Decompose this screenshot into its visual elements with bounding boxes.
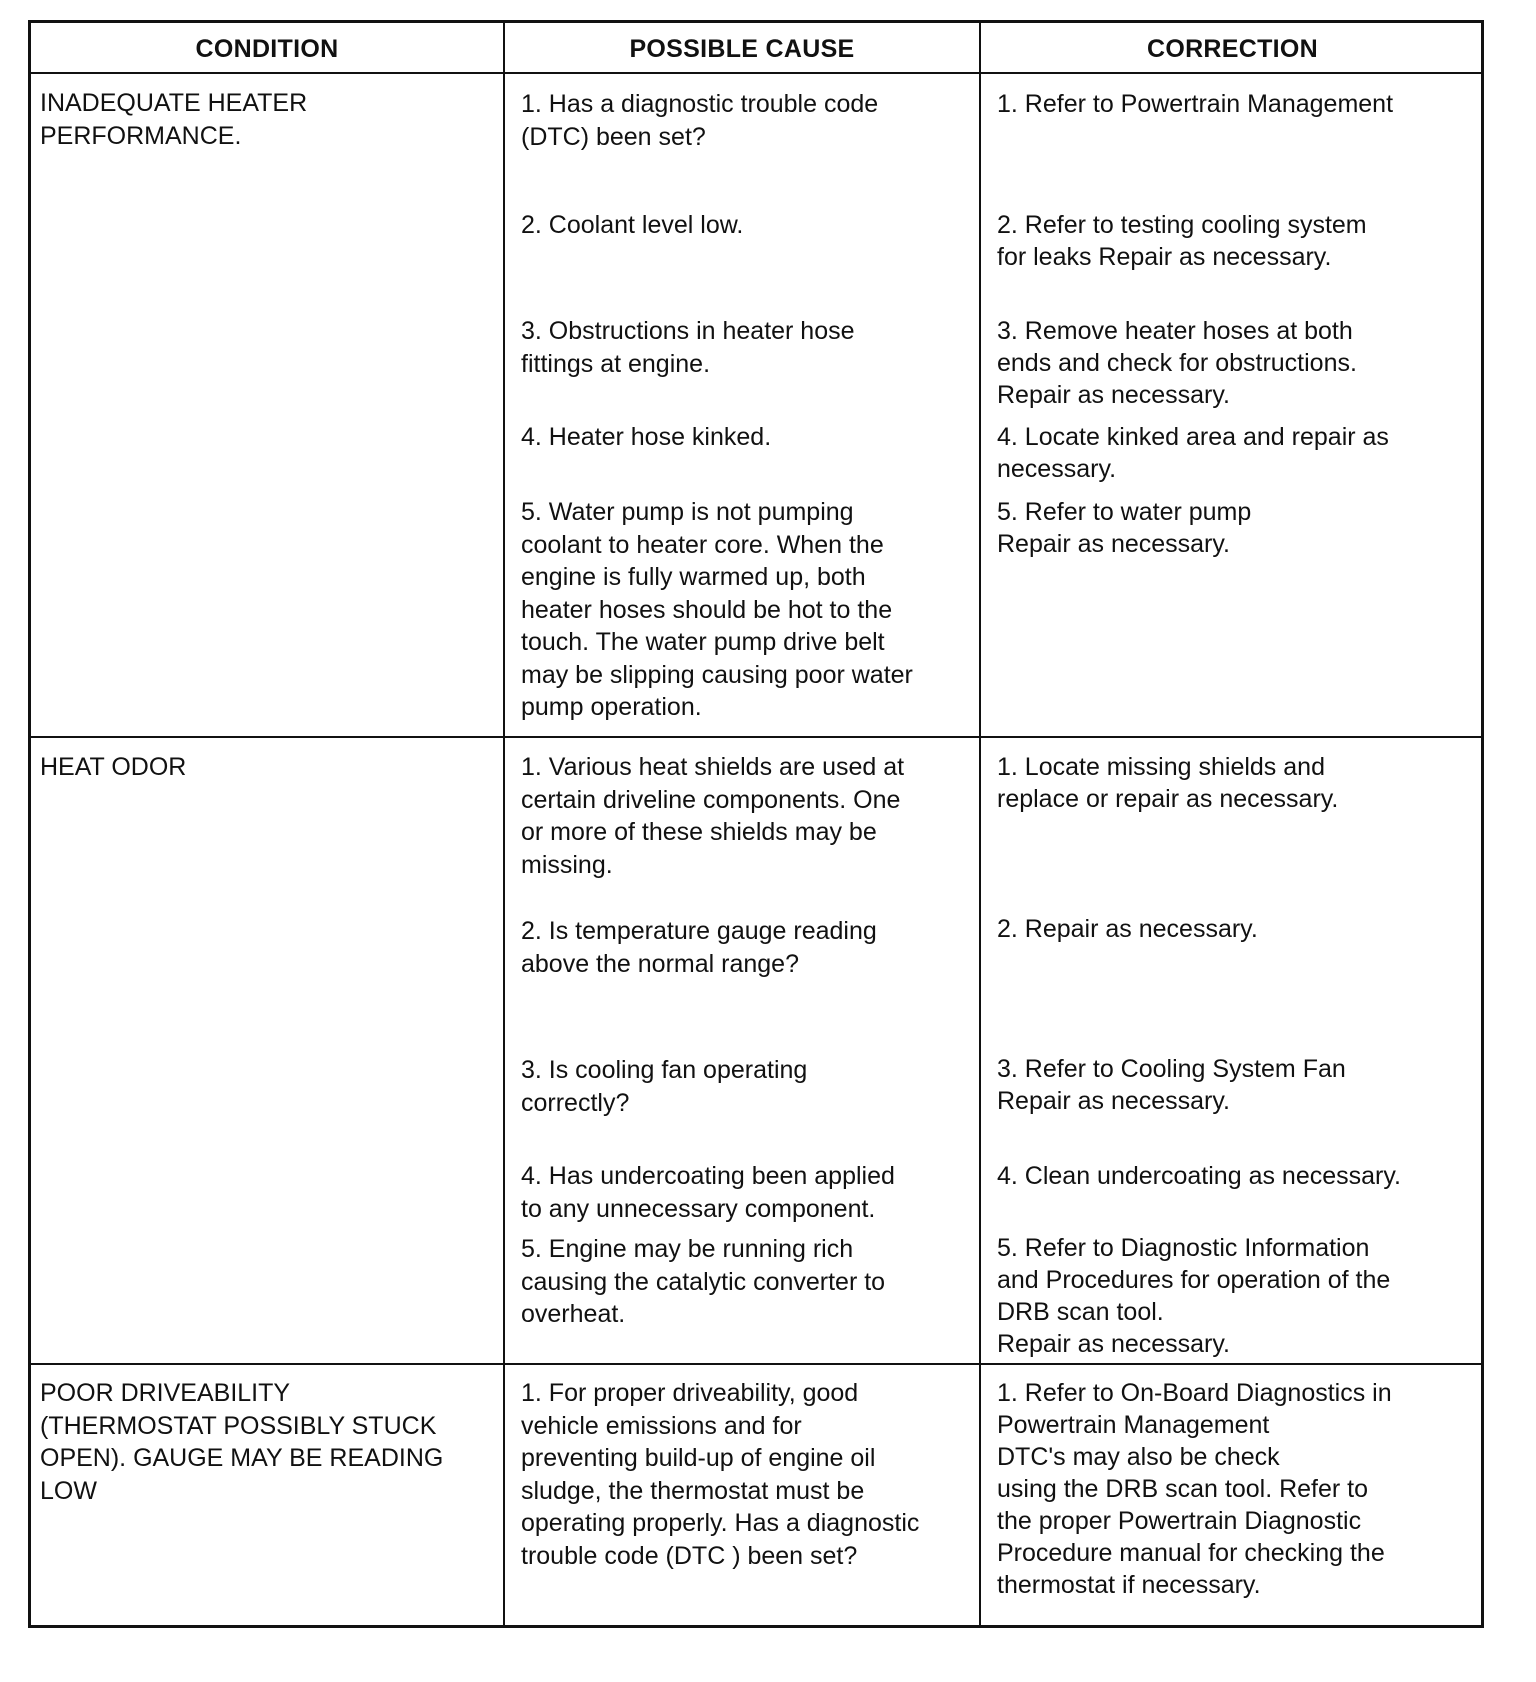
cause-1-1: 1. Has a diagnostic trouble code (DTC) been set? [521,90,879,151]
cause-1-2: 2. Coolant level low. [521,211,744,239]
correction-3-1: 1. Refer to On-Board Diagnostics in Powertrain Management DTC's may also be check using the DRB scan tool. Refer to the proper Powertrain Diagnostic Procedure manual for checking the thermostat if necessary. [997,1379,1392,1599]
cause-2-4: 4. Has undercoating been applied to any unnecessary component. [521,1162,895,1223]
cause-2-2: 2. Is temperature gauge reading above the normal range? [521,917,877,978]
header-condition: CONDITION [195,34,339,63]
cause-1-3: 3. Obstructions in heater hose fittings at engine. [521,317,855,378]
correction-2-1: 1. Locate missing shields and replace or repair as necessary. [997,753,1339,813]
correction-2-2: 2. Repair as necessary. [997,915,1258,943]
column-divider-1 [503,23,505,1625]
row-divider-1 [31,736,1481,738]
correction-1-3: 3. Remove heater hoses at both ends and check for obstructions. Repair as necessary. [997,317,1357,409]
diagnosis-table [28,20,1484,1628]
correction-2-4: 4. Clean undercoating as necessary. [997,1162,1401,1190]
correction-1-5: 5. Refer to water pump Repair as necessary. [997,498,1252,558]
correction-2-5: 5. Refer to Diagnostic Information and Procedures for operation of the DRB scan tool. Repair as necessary. [997,1234,1391,1358]
cause-1-5: 5. Water pump is not pumping coolant to heater core. When the engine is fully warmed up, both heater hoses should be hot to the touch. The water pump drive belt may be slipping causing poor water pump operation. [521,498,913,721]
cause-1-4: 4. Heater hose kinked. [521,423,772,451]
header-possible-cause: POSSIBLE CAUSE [629,34,855,63]
correction-1-4: 4. Locate kinked area and repair as necessary. [997,423,1389,483]
column-divider-2 [979,23,981,1625]
cause-3-1: 1. For proper driveability, good vehicle emissions and for preventing build-up of engine oil sludge, the thermostat must be operating properly. Has a diagnostic trouble code (DTC ) been set? [521,1379,920,1570]
cause-2-5: 5. Engine may be running rich causing the catalytic converter to overheat. [521,1235,886,1328]
correction-1-1: 1. Refer to Powertrain Management [997,90,1394,118]
condition-heat-odor: HEAT ODOR [40,753,187,781]
condition-poor-driveability: POOR DRIVEABILITY (THERMOSTAT POSSIBLY STUCK OPEN). GAUGE MAY BE READING LOW [40,1379,444,1505]
row-divider-2 [31,1363,1481,1365]
header-correction: CORRECTION [1146,34,1319,63]
correction-1-2: 2. Refer to testing cooling system for leaks Repair as necessary. [997,211,1367,271]
cause-2-1: 1. Various heat shields are used at certain driveline components. One or more of these shields may be missing. [521,753,905,879]
correction-2-3: 3. Refer to Cooling System Fan Repair as necessary. [997,1055,1346,1115]
cause-2-3: 3. Is cooling fan operating correctly? [521,1056,808,1117]
condition-inadequate-heater: INADEQUATE HEATER PERFORMANCE. [40,89,308,150]
